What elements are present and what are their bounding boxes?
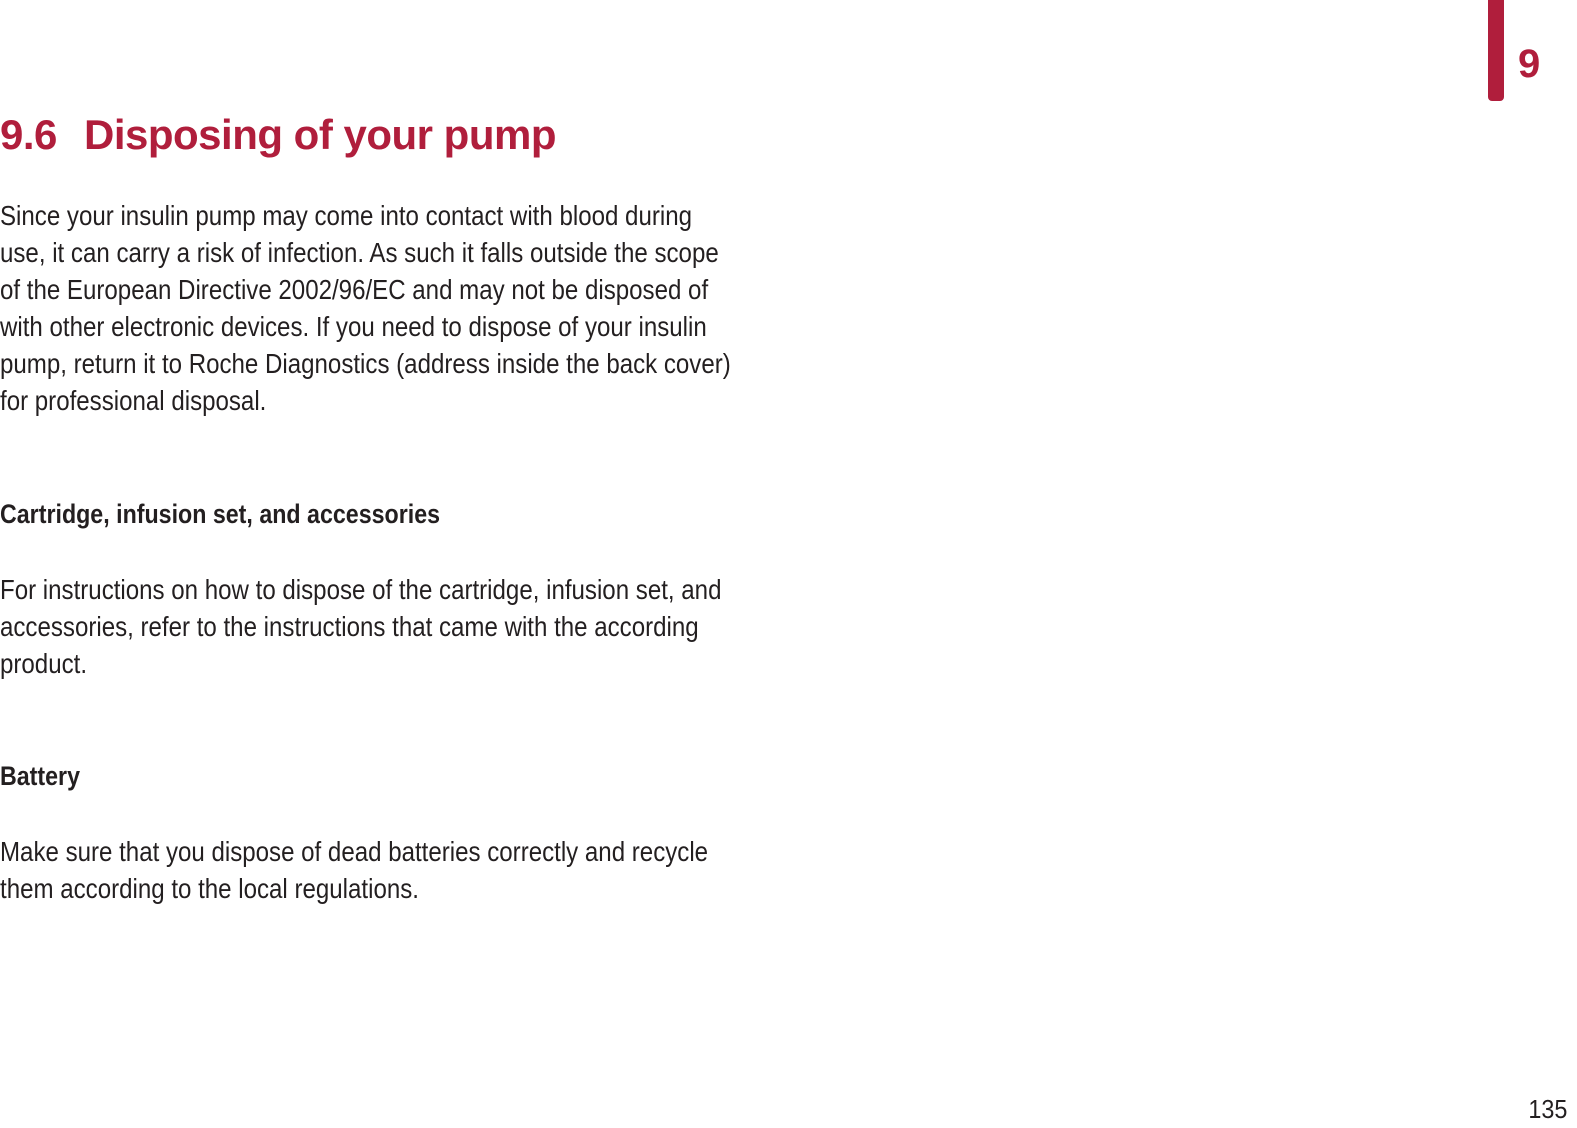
intro-paragraph: Since your insulin pump may come into contact with blood during use, it can carry a risk of infection. As such it falls outside the scope of the European Directive 2002/96/EC and may not be disposed of with other electronic devices. If you need to dispose of your insulin pump, return it to Roche Diagnostics (address inside the back cover) for professional disposal. bbox=[0, 200, 731, 416]
section-title-text: Disposing of your pump bbox=[84, 111, 556, 158]
paragraph-battery: Make sure that you dispose of dead batteries correctly and recycle them according to the local regulations. bbox=[0, 836, 709, 904]
chapter-number: 9 bbox=[1518, 42, 1541, 86]
paragraph-cartridge: For instructions on how to dispose of the cartridge, infusion set, and accessories, refer to the instructions that came with the according product. bbox=[0, 574, 722, 679]
subheading-battery: Battery bbox=[0, 761, 81, 791]
section-title bbox=[0, 112, 556, 158]
section-number: 9.6 bbox=[0, 111, 57, 158]
page-number: 135 bbox=[1527, 1094, 1567, 1124]
chapter-tab-bar bbox=[1488, 0, 1504, 101]
subheading-cartridge: Cartridge, infusion set, and accessories bbox=[0, 499, 441, 529]
